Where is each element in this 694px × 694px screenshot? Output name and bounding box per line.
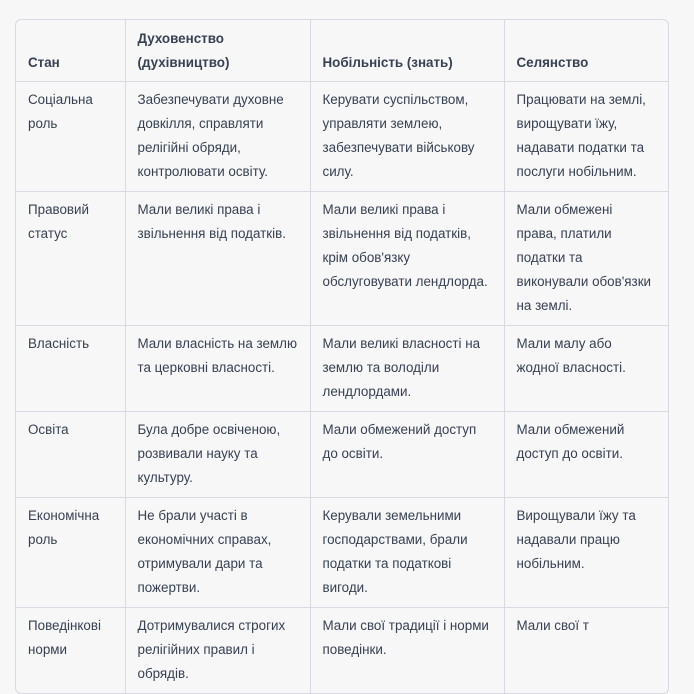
table-row bbox=[16, 192, 668, 326]
row-label-property: Власність bbox=[16, 326, 125, 412]
table-row bbox=[16, 326, 668, 412]
header-clergy: Духовенство (духівництво) bbox=[125, 20, 310, 82]
cell-peasantry: Мали малу або жодної власності. bbox=[504, 326, 668, 412]
cell-nobility: Мали великі власності на землю та володіли лендлордами. bbox=[310, 326, 504, 412]
cell-clergy: Дотримувалися строгих релігійних правил і обрядів. bbox=[125, 608, 310, 694]
table-row bbox=[16, 608, 668, 694]
table-row bbox=[16, 498, 668, 608]
estates-table-container bbox=[15, 19, 669, 694]
cell-clergy: Мали великі права і звільнення від податків. bbox=[125, 192, 310, 326]
cell-peasantry: Мали обмежений доступ до освіти. bbox=[504, 412, 668, 498]
cell-nobility: Керували земельними господарствами, брали податки та податкові вигоди. bbox=[310, 498, 504, 608]
cell-peasantry: Мали обмежені права, платили податки та виконували обов'язки на землі. bbox=[504, 192, 668, 326]
cell-nobility: Керувати суспільством, управляти землею, забезпечувати військову силу. bbox=[310, 82, 504, 192]
table-row bbox=[16, 412, 668, 498]
row-label-behavior-norms: Поведінкові норми bbox=[16, 608, 125, 694]
cell-clergy: Була добре освіченою, розвивали науку та культуру. bbox=[125, 412, 310, 498]
cell-clergy: Забезпечувати духовне довкілля, справляти релігійні обряди, контролювати освіту. bbox=[125, 82, 310, 192]
header-peasantry: Селянство bbox=[504, 20, 668, 82]
row-label-social-role: Соціальна роль bbox=[16, 82, 125, 192]
row-label-economic-role: Економічна роль bbox=[16, 498, 125, 608]
cell-peasantry: Працювати на землі, вирощувати їжу, надавати податки та послуги нобільним. bbox=[504, 82, 668, 192]
cell-clergy: Не брали участі в економічних справах, отримували дари та пожертви. bbox=[125, 498, 310, 608]
row-label-education: Освіта bbox=[16, 412, 125, 498]
cell-nobility: Мали обмежений доступ до освіти. bbox=[310, 412, 504, 498]
header-estate: Стан bbox=[16, 20, 125, 82]
row-label-legal-status: Правовий статус bbox=[16, 192, 125, 326]
estates-comparison-table bbox=[16, 20, 668, 693]
table-header-row bbox=[16, 20, 668, 82]
table-row bbox=[16, 82, 668, 192]
cell-clergy: Мали власність на землю та церковні власності. bbox=[125, 326, 310, 412]
cell-peasantry: Мали свої т bbox=[516, 618, 589, 633]
cell-peasantry: Вирощували їжу та надавали працю нобільним. bbox=[504, 498, 668, 608]
cell-nobility: Мали свої традиції і норми поведінки. bbox=[310, 608, 504, 694]
header-nobility: Нобільність (знать) bbox=[310, 20, 504, 82]
cell-nobility: Мали великі права і звільнення від податків, крім обов'язку обслуговувати лендлорда. bbox=[310, 192, 504, 326]
